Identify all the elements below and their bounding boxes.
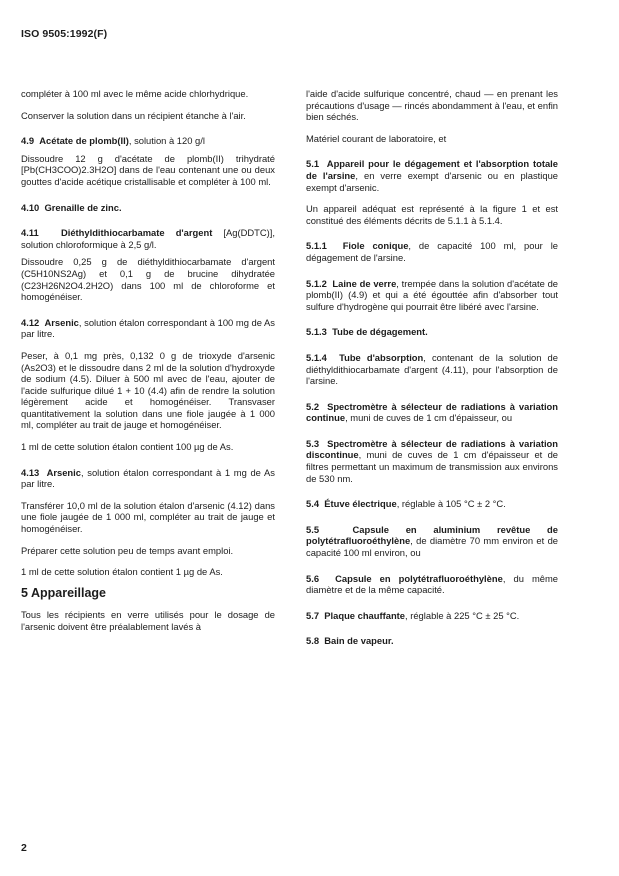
clause-title: Plaque chauffante (324, 609, 406, 621)
clause-text: , trempée dans la solution d'acétate de plomb(II) (4.9) et qui a été égouttée afin d'absorber tout sulfure d'hydrogène qui pourrait être libéré avec l'arsine. (306, 277, 559, 312)
clause-text: , solution à 120 g/l (128, 135, 205, 147)
clause-title: Étuve électrique (324, 498, 397, 510)
clause-number: 5.6 (306, 572, 320, 584)
clause-5-1-2 (306, 278, 558, 313)
paragraph: 1 ml de cette solution étalon contient 1 µg de As. (21, 566, 223, 578)
clause-text: , muni de cuves de 1 cm d'épaisseur, ou (345, 412, 513, 424)
clause-text: , en verre exempt d'arsenic ou en plastique exempt d'arsenic. (306, 169, 558, 193)
clause-number: 4.11 (21, 227, 39, 239)
page-number: 2 (21, 842, 27, 854)
clause-5-2 (306, 401, 558, 424)
clause-text: , de diamètre 70 mm environ et de capacité 100 ml environ, ou (306, 535, 558, 559)
clause-4-9 (21, 135, 275, 147)
clause-4-11 (21, 227, 275, 250)
clause-text: , de capacité 100 ml, pour le dégagement de l'arsine. (306, 240, 559, 263)
clause-title: Spectromètre à sélecteur de radiations à variation discontinue (306, 437, 558, 461)
clause-5-6 (306, 573, 558, 596)
clause-text: , contenant de la solution de diéthyldithiocarbamate d'argent (4.11), pour l'absorption de l'arsine. (306, 351, 558, 387)
clause-number: 5.7 (306, 609, 320, 621)
clause-number: 5.1.1 (306, 240, 327, 252)
clause-text: , solution étalon correspondant à 1 mg de As par litre. (21, 466, 275, 490)
paragraph: Un appareil adéquat est représenté à la figure 1 et est constitué des éléments décrits de 5.1.1 à 5.1.4. (306, 203, 558, 226)
clause-title: Arsenic (44, 316, 79, 328)
clause-text: , muni de cuves de 1 cm d'épaisseur et de filtres permettant un maximum de transmission aux environs de 530 nm. (306, 449, 558, 484)
clause-number: 5.8 (306, 635, 320, 647)
clause-title: Tube d'absorption (339, 351, 424, 363)
clause-4-10 (21, 202, 275, 214)
clause-5-7 (306, 610, 558, 622)
clause-5-1 (306, 158, 558, 193)
clause-number: 5.1.3 (306, 326, 327, 338)
clause-text: , solution étalon correspondant à 100 mg de As par litre. (21, 316, 275, 340)
clause-title: Arsenic (46, 466, 81, 478)
clause-5-1-1 (306, 240, 558, 263)
paragraph: Dissoudre 12 g d'acétate de plomb(II) trihydraté [Pb(CH3COO)2.3H2O] dans de l'eau contenant une ou deux gouttes d'acide acétique cristallisable et compléter à 100 ml. (21, 152, 275, 187)
clause-number: 5.5 (306, 523, 320, 535)
clause-number: 5.2 (306, 400, 320, 412)
clause-4-13 (21, 467, 275, 490)
clause-number: 4.10 (21, 201, 40, 213)
clause-title: Tube de dégagement. (332, 326, 428, 338)
clause-number: 5.1.4 (306, 351, 327, 363)
clause-text: , réglable à 225 °C ± 25 °C. (405, 609, 520, 621)
clause-title: Appareil pour le dégagement et l'absorption totale de l'arsine (306, 158, 558, 181)
clause-number: 5.1 (306, 158, 320, 170)
paragraph: Matériel courant de laboratoire, et (306, 132, 447, 144)
paragraph: Tous les récipients en verre utilisés pour le dosage de l'arsenic doivent être préalablement lavés à (21, 609, 275, 632)
paragraph: l'aide d'acide sulfurique concentré, chaud — en prenant les précautions d'usage — rincés abondamment à l'eau, et enfin bien séchés. (306, 88, 558, 123)
clause-number: 4.12 (21, 316, 40, 328)
clause-title: Spectromètre à sélecteur de radiations à variation continue (306, 400, 558, 424)
left-column (21, 88, 275, 643)
paragraph: Préparer cette solution peu de temps avant emploi. (21, 544, 234, 556)
clause-4-12 (21, 317, 275, 340)
paragraph: compléter à 100 ml avec le même acide chlorhydrique. (21, 88, 249, 99)
clause-title: Acétate de plomb(II) (39, 135, 129, 147)
clause-title: Fiole conique (342, 240, 409, 252)
paragraph: 1 ml de cette solution étalon contient 100 µg de As. (21, 441, 234, 453)
clause-5-1-3 (306, 326, 558, 338)
paragraph: Transférer 10,0 ml de la solution étalon d'arsenic (4.12) dans une fiole jaugée de 1 000 ml, compléter au trait de jauge et homogénéiser. (21, 499, 275, 535)
clause-number: 4.13 (21, 466, 40, 478)
clause-number: 4.9 (21, 135, 35, 147)
clause-title: Grenaille de zinc. (44, 201, 122, 213)
clause-text: , réglable à 105 °C ± 2 °C. (396, 498, 506, 510)
clause-title: Capsule en aluminium revêtue de polytétrafluoroéthylène (306, 523, 558, 547)
clause-5-1-4 (306, 352, 558, 387)
clause-number: 5.3 (306, 437, 320, 449)
clause-title: Diéthyldithiocarbamate d'argent (60, 227, 213, 239)
paragraph: Peser, à 0,1 mg près, 0,132 0 g de trioxyde d'arsenic (As2O3) et le dissoudre dans 2 ml de la solution d'hydroxyde de sodium (4.5). Diluer à 500 ml avec de l'eau, ajouter de l'acide sulfurique dilué 1 + 10 (4.4) afin de rendre la solution légèrement acide et homogénéiser. Transvaser quantitativement la solution dans une fiole jaugée à 1 000 ml, compléter au trait de jauge et homogénéiser. (21, 349, 275, 431)
right-column (306, 88, 558, 657)
clause-text: [Ag(DDTC)], solution chloroformique à 2,5 g/l. (21, 227, 275, 250)
clause-title: Capsule en polytétrafluoroéthylène (335, 572, 503, 584)
clause-5-8 (306, 635, 558, 647)
paragraph: Conserver la solution dans un récipient étanche à l'air. (21, 109, 246, 121)
clause-title: Laine de verre (332, 277, 397, 289)
clause-5-5 (306, 524, 558, 559)
clause-number: 5.4 (306, 498, 320, 510)
clause-5-4 (306, 498, 558, 510)
clause-text: , du même diamètre et de la même capacité. (306, 572, 558, 596)
section-heading: 5 Appareillage (21, 585, 106, 600)
clause-title: Bain de vapeur. (324, 635, 394, 647)
clause-5-3 (306, 438, 558, 484)
clause-number: 5.1.2 (306, 277, 327, 289)
document-header: ISO 9505:1992(F) (21, 28, 108, 40)
paragraph: Dissoudre 0,25 g de diéthyldithiocarbamate d'argent (C5H10NS2Ag) et 0,1 g de brucine dihydratée (C23H26N2O4.2H2O) dans 100 ml de chloroforme et homogénéiser. (21, 256, 275, 303)
